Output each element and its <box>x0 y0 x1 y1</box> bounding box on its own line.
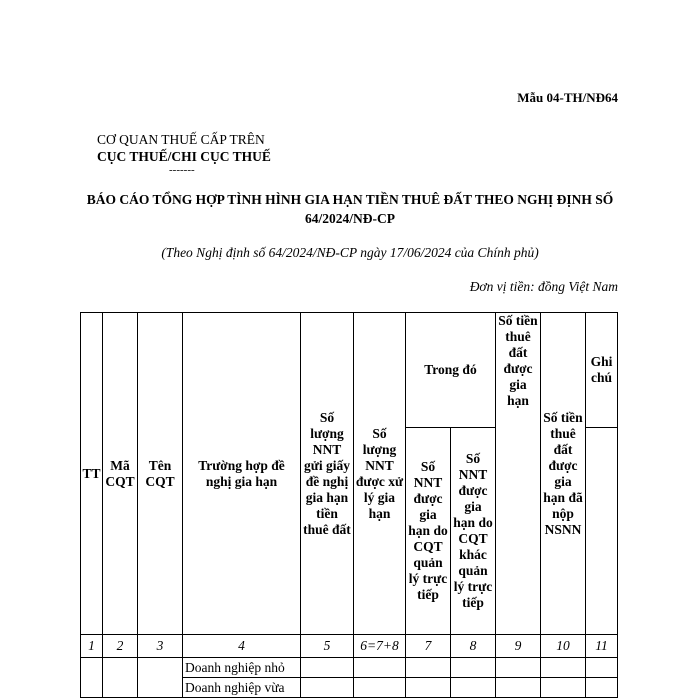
cell-value <box>301 658 354 678</box>
form-code: Mẫu 04-TH/NĐ64 <box>517 90 618 105</box>
col-num: 11 <box>586 635 618 658</box>
col-num: 8 <box>451 635 496 658</box>
header-ma-cqt: Mã CQT <box>103 313 138 635</box>
cell-truong-hop: Doanh nghiệp vừa <box>183 678 301 698</box>
report-subtitle: (Theo Nghị định số 64/2024/NĐ-CP ngày 17/06/2024 của Chính phủ) <box>161 245 539 260</box>
col-num: 10 <box>541 635 586 658</box>
currency-unit: Đơn vị tiền: đồng Việt Nam <box>469 279 618 294</box>
header-so-luong-gui: Số lượng NNT gửi giấy đề nghị gia hạn tiền thuê đất <box>301 313 354 635</box>
report-table <box>80 312 618 698</box>
header-ghi-chu-blank <box>586 428 618 635</box>
agency-parent: CƠ QUAN THUẾ CẤP TRÊN <box>97 132 265 147</box>
cell-value <box>354 658 406 678</box>
cell-value <box>541 658 586 678</box>
header-ten-cqt: Tên CQT <box>138 313 183 635</box>
header-truc-tiep: Số NNT được gia hạn do CQT quản lý trực tiếp <box>406 428 451 635</box>
report-title: BÁO CÁO TỔNG HỢP TÌNH HÌNH GIA HẠN TIỀN THUÊ ĐẤT THEO NGHỊ ĐỊNH SỐ 64/2024/NĐ-CP <box>86 192 614 226</box>
col-num: 9 <box>496 635 541 658</box>
col-num: 4 <box>183 635 301 658</box>
cell-value <box>586 658 618 678</box>
header-so-tien-gia-han: Số tiền thuê đất được gia hạn <box>496 313 541 635</box>
col-num: 7 <box>406 635 451 658</box>
cell-value <box>496 658 541 678</box>
cell-ma-cqt <box>103 658 138 698</box>
header-khac: Số NNT được gia hạn do CQT khác quản lý trực tiếp <box>451 428 496 635</box>
cell-value <box>496 678 541 698</box>
agency-divider: ------- <box>169 164 195 176</box>
cell-tt <box>81 658 103 698</box>
col-num: 2 <box>103 635 138 658</box>
header-trong-do: Trong đó <box>406 313 496 428</box>
col-num: 6=7+8 <box>354 635 406 658</box>
header-tt: TT <box>81 313 103 635</box>
cell-value <box>586 678 618 698</box>
cell-truong-hop: Doanh nghiệp nhỏ <box>183 658 301 678</box>
cell-value <box>451 658 496 678</box>
header-truong-hop: Trường hợp đề nghị gia hạn <box>183 313 301 635</box>
col-num: 1 <box>81 635 103 658</box>
cell-value <box>541 678 586 698</box>
cell-value <box>301 678 354 698</box>
column-number-row <box>81 635 618 658</box>
col-num: 5 <box>301 635 354 658</box>
header-so-tien-da-nop: Số tiền thuê đất được gia hạn đã nộp NSNN <box>541 313 586 635</box>
cell-ten-cqt <box>138 658 183 698</box>
header-ghi-chu: Ghi chú <box>586 313 618 428</box>
cell-value <box>406 658 451 678</box>
col-num: 3 <box>138 635 183 658</box>
agency-block <box>97 131 287 175</box>
cell-value <box>451 678 496 698</box>
cell-value <box>406 678 451 698</box>
agency-name: CỤC THUẾ/CHI CỤC THUẾ <box>97 149 271 164</box>
header-so-luong-xu-ly: Số lượng NNT được xử lý gia hạn <box>354 313 406 635</box>
table-row <box>81 658 618 678</box>
cell-value <box>354 678 406 698</box>
